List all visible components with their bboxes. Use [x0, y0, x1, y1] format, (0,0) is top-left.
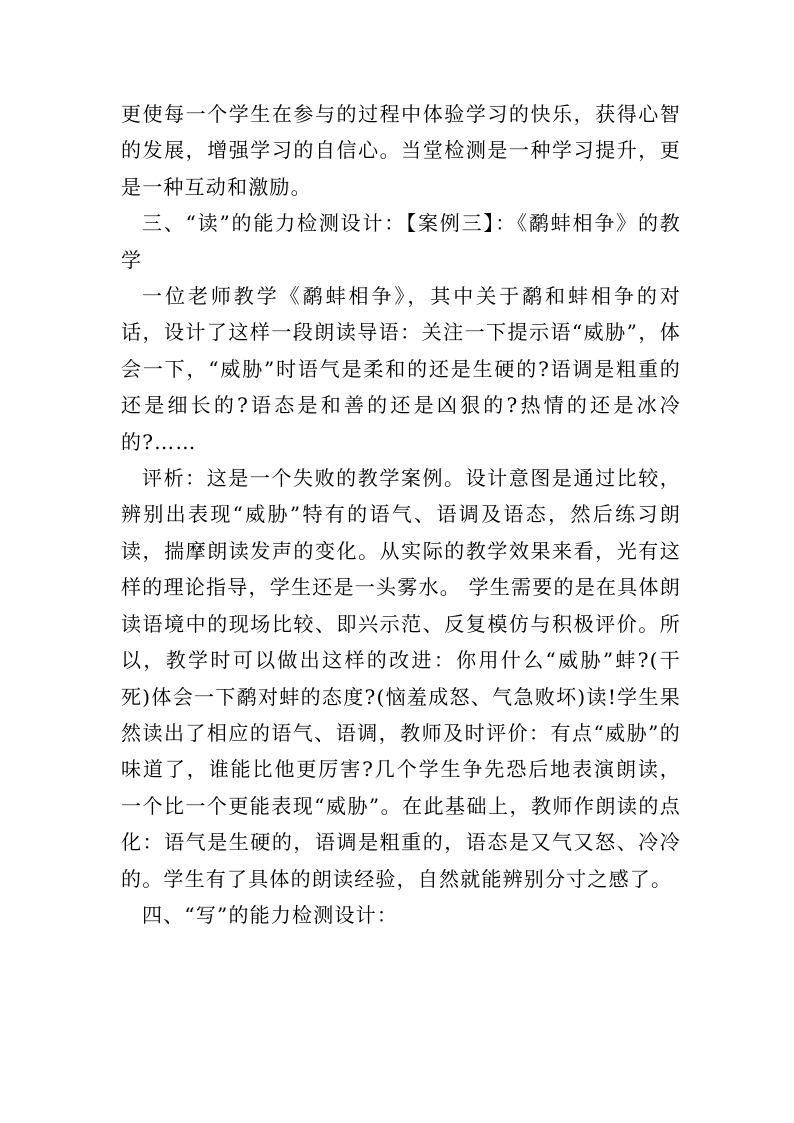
paragraph-intro-continuation: 更使每一个学生在参与的过程中体验学习的快乐，获得心智的发展，增强学习的自信心。当堂检测是一种学习提升，更是一种互动和激励。: [121, 102, 681, 199]
paragraph-case-description: 一位老师教学《鹬蚌相争》，其中关于鹬和蚌相争的对话，设计了这样一段朗读导语：关注一下提示语“威胁”，体会一下，“威胁”时语气是柔和的还是生硬的?语调是粗重的还是细长的?语态是和善的还是凶狠的?热情的还是冰冷的?……: [121, 284, 681, 454]
paragraph-case-analysis: 评析：这是一个失败的教学案例。设计意图是通过比较，辨别出表现“威胁”特有的语气、语调及语态，然后练习朗读，揣摩朗读发声的变化。从实际的教学效果来看，光有这样的理论指导，学生还是一头雾水。 学生需要的是在具体朗读语境中的现场比较、即兴示范、反复模仿与积极评价。所以，教学时可以做出这样的改进：你用什么“威胁”蚌?(干死)体会一下鹬对蚌的态度?(恼羞成怒、气急败坏)读!学生果然读出了相应的语气、语调，教师及时评价：有点“威胁”的味道了，谁能比他更厉害?几个学生争先恐后地表演朗读，一个比一个更能表现“威胁”。在此基础上，教师作朗读的点化：语气是生硬的，语调是粗重的，语态是又气又怒、冷冷的。学生有了具体的朗读经验，自然就能辨别分寸之感了。: [121, 466, 681, 891]
section-heading-reading: 三、“读”的能力检测设计：【案例三】：《鹬蚌相争》的教学: [121, 211, 681, 272]
document-body: [121, 96, 681, 933]
section-heading-writing: 四、“写”的能力检测设计：: [142, 902, 399, 927]
